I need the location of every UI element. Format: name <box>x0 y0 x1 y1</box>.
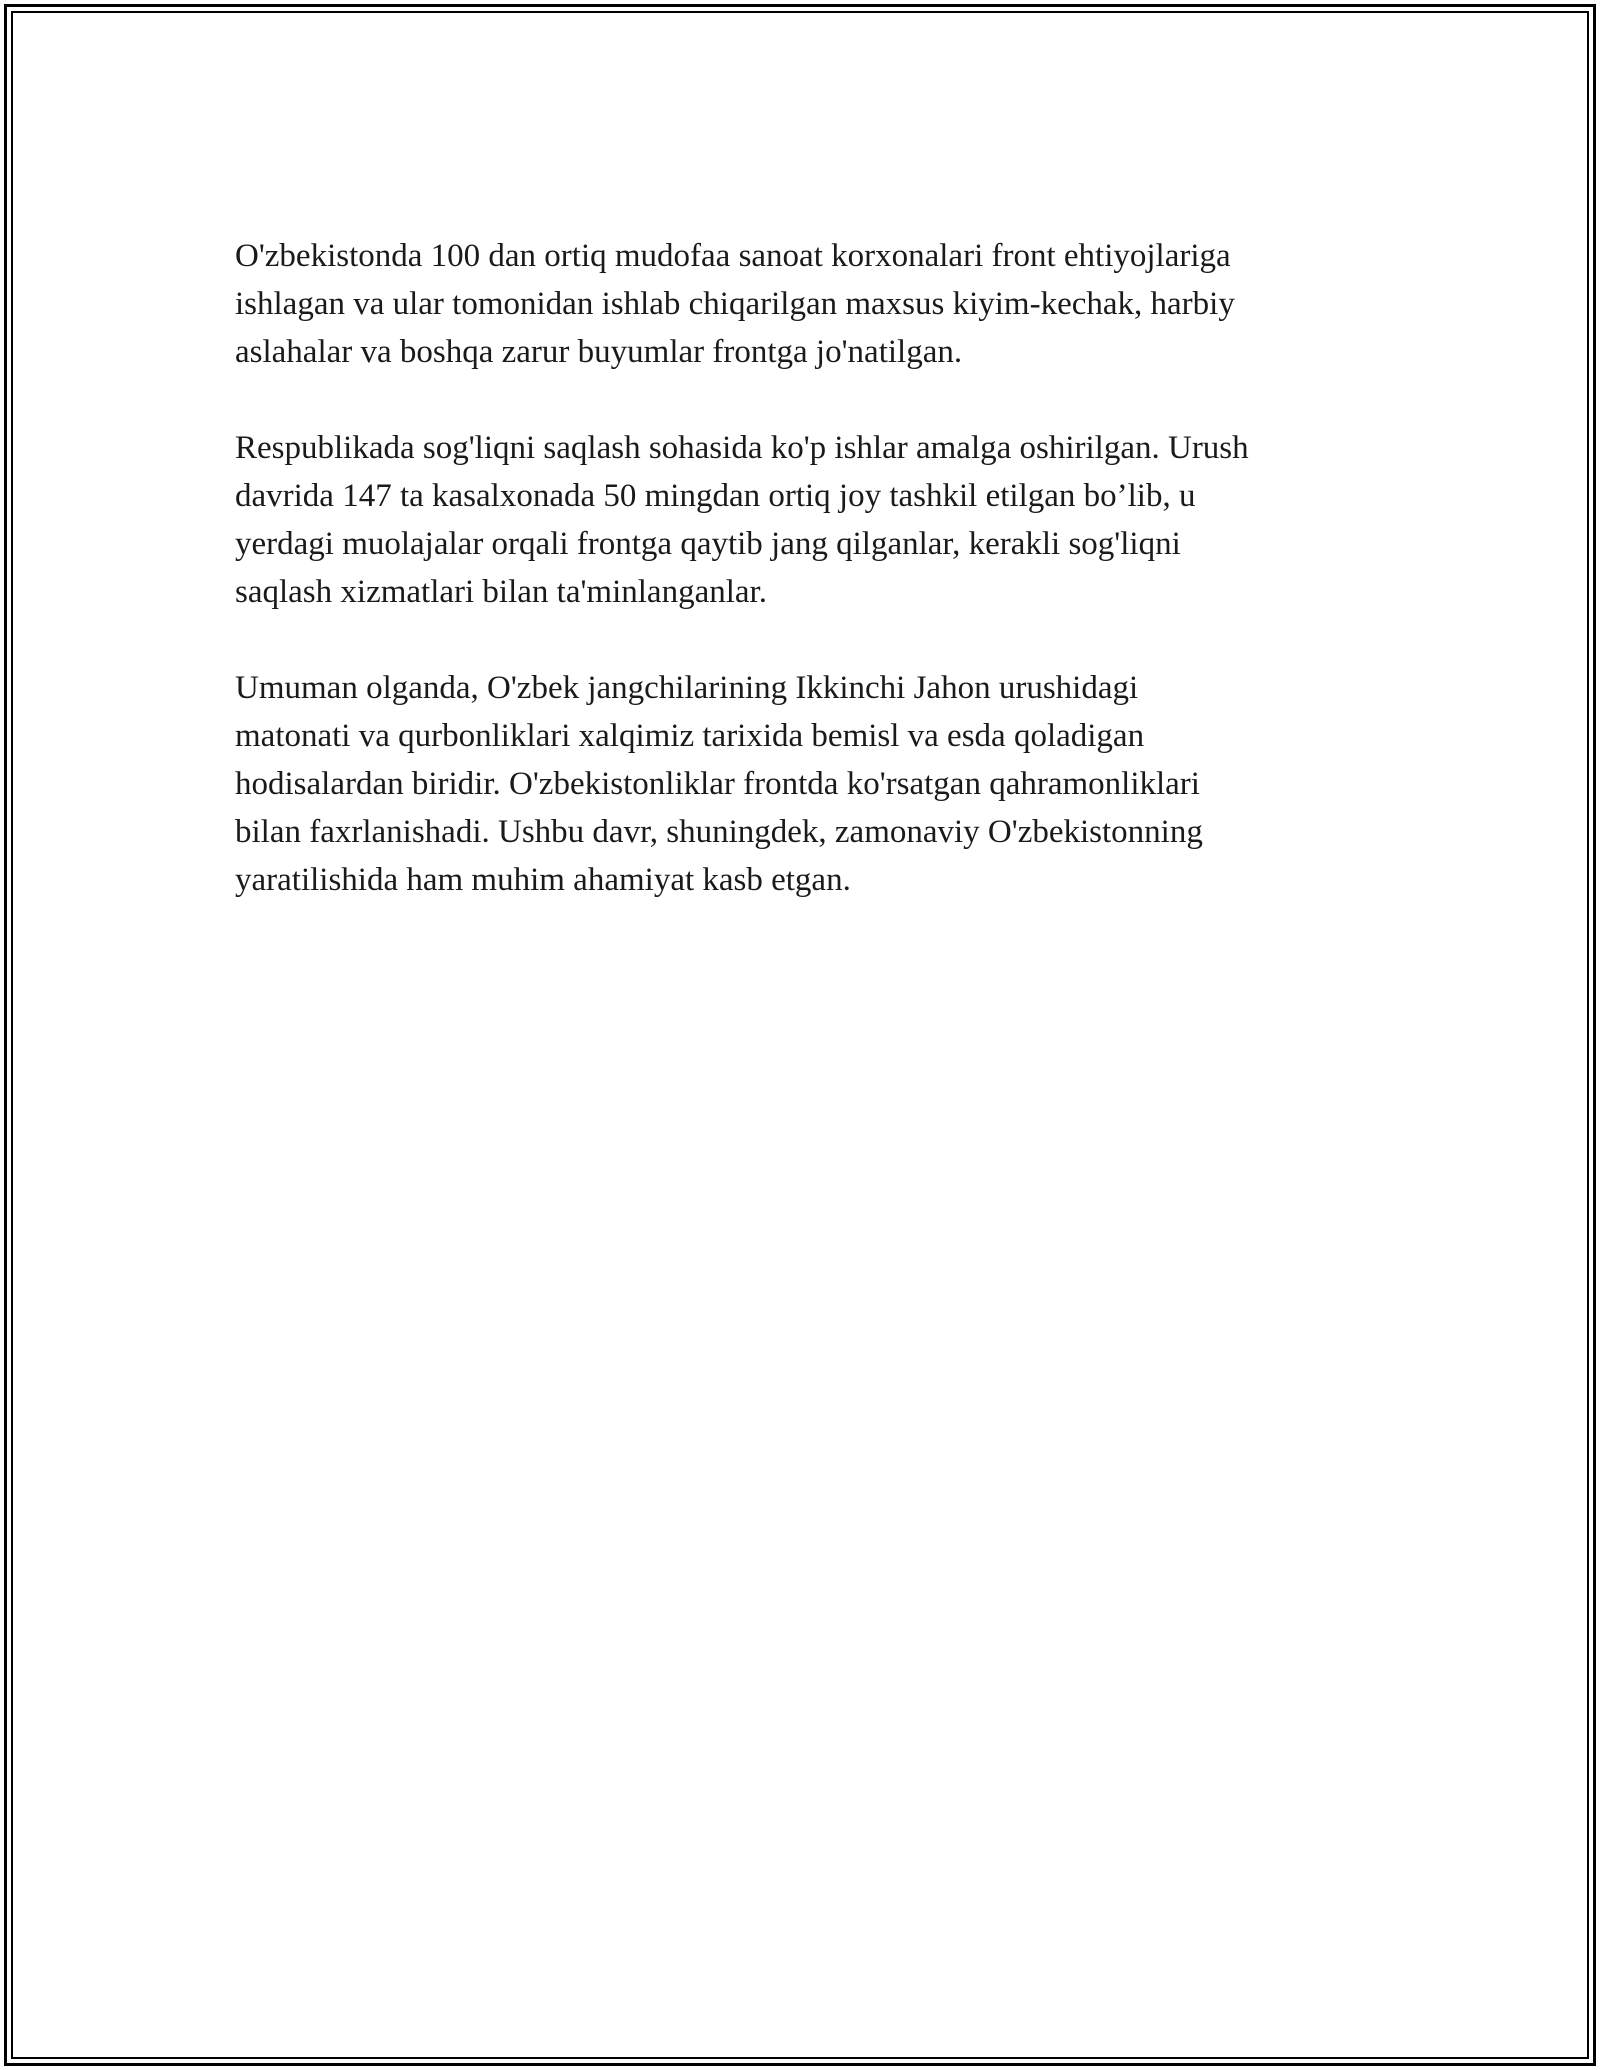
text-line: ishlagan va ular tomonidan ishlab chiqarilgan maxsus kiyim-kechak, harbiy <box>235 286 1235 322</box>
paragraph-defense-industry <box>235 232 1385 376</box>
text-line: Respublikada sog'liqni saqlash sohasida ko'p ishlar amalga oshirilgan. Urush <box>235 430 1249 466</box>
text-line: bilan faxrlanishadi. Ushbu davr, shuningdek, zamonaviy O'zbekistonning <box>235 814 1203 850</box>
text-line: hodisalardan biridir. O'zbekistonliklar frontda ko'rsatgan qahramonliklari <box>235 766 1200 802</box>
text-line: davrida 147 ta kasalxonada 50 mingdan ortiq joy tashkil etilgan bo’lib, u <box>235 478 1196 514</box>
text-line: saqlash xizmatlari bilan ta'minlanganlar. <box>235 574 767 610</box>
paragraph-healthcare <box>235 424 1385 616</box>
paragraph-conclusion <box>235 664 1385 904</box>
text-line: O'zbekistonda 100 dan ortiq mudofaa sanoat korxonalari front ehtiyojlariga <box>235 238 1231 274</box>
text-line: yerdagi muolajalar orqali frontga qaytib jang qilganlar, kerakli sog'liqni <box>235 526 1181 562</box>
text-line: yaratilishida ham muhim ahamiyat kasb etgan. <box>235 862 851 898</box>
text-line: aslahalar va boshqa zarur buyumlar frontga jo'natilgan. <box>235 334 963 370</box>
text-line: matonati va qurbonliklari xalqimiz tarixida bemisl va esda qoladigan <box>235 718 1145 754</box>
document-body <box>235 232 1385 952</box>
text-line: Umuman olganda, O'zbek jangchilarining Ikkinchi Jahon urushidagi <box>235 670 1139 706</box>
